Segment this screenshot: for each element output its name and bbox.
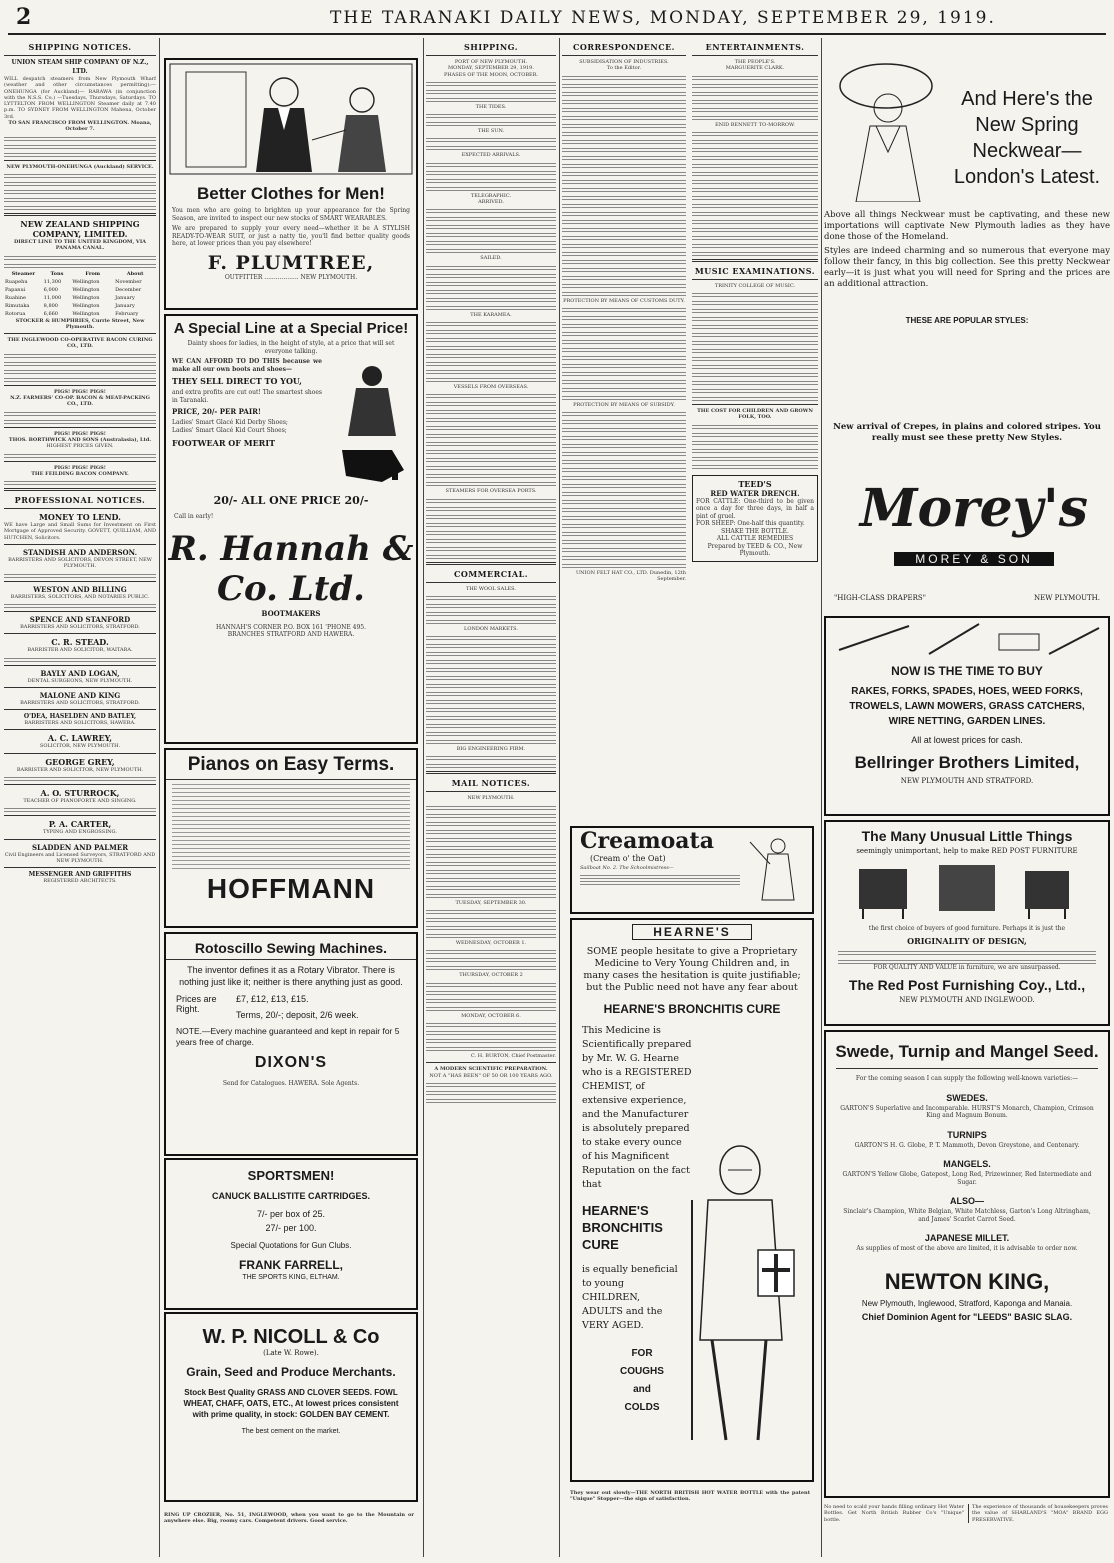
morey-location: NEW PLYMOUTH. (1034, 594, 1100, 602)
plumtree-body2: We are prepared to supply your every need—whether it be A STYLISH READY-TO-WEAR SUIT, or just a natty tie, you'll find better quality goods here, at lower prices than you pay elsewhere! (172, 225, 410, 247)
sailed-heading: SAILED. (480, 255, 502, 262)
expected-heading: EXPECTED ARRIVALS. (461, 152, 521, 159)
professional-notices-heading: PROFESSIONAL NOTICES. (14, 495, 146, 506)
pigs-heading: PIGS! PIGS! PIGS! (53, 388, 106, 395)
rotoscillo-note: NOTE.—Every machine guaranteed and kept in repair for 5 years free of charge. (176, 1026, 400, 1047)
column-shipping-professional (4, 38, 156, 1560)
table-row (4, 286, 156, 294)
music-examinations-heading: MUSIC EXAMINATIONS. (694, 265, 816, 276)
creamoata-logo: Creamoata (580, 828, 714, 854)
cell: 6,000 (43, 286, 58, 293)
garden-tools-illustration (829, 620, 1105, 660)
column-right-ads (824, 38, 1110, 1560)
hannah-extra: and extra profits are cut out! The smartest shoes in Taranaki. (172, 389, 322, 404)
cell: November (115, 278, 142, 285)
date-line: MONDAY, SEPTEMBER 29, 1919. (448, 65, 534, 72)
sportsmen-ad (164, 1158, 418, 1310)
engineering-heading: BIG ENGINEERING FIRM. (456, 746, 526, 753)
trinity-college: TRINITY COLLEGE OF MUSIC. (714, 282, 796, 289)
wool-heading: THE WOOL SALES. (465, 585, 517, 592)
teeds-heading: TEED'S (738, 478, 772, 489)
monday-heading: MONDAY, OCTOBER 6. (461, 1012, 521, 1019)
shipping-agents: STOCKER & HUMPHRIES, Currie Street, New Plymouth. (15, 317, 145, 330)
london-heading: LONDON MARKETS. (464, 625, 518, 632)
rotoscillo-heading: Rotoscillo Sewing Machines. (194, 940, 388, 956)
bellringer-address: NEW PLYMOUTH AND STRATFORD. (900, 777, 1034, 785)
hearnes-cure: HEARNE'S BRONCHITIS CURE (603, 1002, 781, 1016)
teeds-cattle: FOR CATTLE: One-third to be given once a day for three days, in half a pint of gruel. (696, 497, 814, 520)
sailings-table (4, 270, 156, 318)
hearnes-for: FOR (631, 1348, 653, 1359)
tailor-illustration (166, 60, 416, 178)
ao-sturrock: A. O. STURROCK, (40, 787, 120, 798)
peoples-heading: THE PEOPLE'S. (734, 59, 776, 65)
mangels-heading: MANGELS. (943, 1159, 991, 1169)
shipping-notices-heading: SHIPPING NOTICES. (28, 42, 132, 52)
dixons-footer: Send for Catalogues. HAWERA. Sole Agents. (222, 1080, 360, 1087)
telegraphic-heading: TELEGRAPHIC. (470, 192, 512, 199)
cell: Wellington (72, 302, 100, 309)
red-post-heading: The Many Unusual Little Things (861, 828, 1073, 844)
pianos-ad (164, 748, 418, 928)
sf-service: TO SAN FRANCISCO FROM WELLINGTON. Moana, October 7. (8, 120, 152, 133)
table-header: Steamer (11, 270, 36, 277)
millet-body: As supplies of most of the above are limited, it is advisable to order now. (856, 1245, 1078, 1252)
plumtree-body: You men who are going to brighten up your appearance for the Spring Season, are invited to inspect our new stocks of SMART WEARABLES. (172, 207, 410, 222)
protection-customs: PROTECTION BY MEANS OF CUSTOMS DUTY. (563, 297, 685, 304)
knight-illustration (678, 1140, 808, 1460)
cell: 6,660 (43, 310, 58, 317)
odea-haselden: O'DEA, HASELDEN AND BATLEY, (23, 713, 137, 721)
money-to-lend: MONEY TO LEND. (39, 512, 121, 523)
column-shipping-commercial (426, 38, 556, 1560)
turnips-body: GARTON'S H. G. Globe, P. T. Mammoth, Devon Greystone, and Centenary. (854, 1141, 1080, 1149)
nz-shipping-sub: DIRECT LINE TO THE UNITED KINGDOM, VIA PANAMA CANAL. (13, 238, 147, 252)
protection-subsidy: PROTECTION BY MEANS OF SUBSIDY. (573, 401, 675, 408)
teeds-remedies: ALL CATTLE REMEDIES (716, 535, 794, 543)
mangels-body: GARTON'S Yellow Globe, Gatepost, Long Red, Prizewinner, Red Intermediate and Sugar. (842, 1171, 1092, 1186)
nz-shipping-company: NEW ZEALAND SHIPPING COMPANY, LIMITED. (20, 218, 140, 239)
newton-king-name: NEWTON KING, (884, 1268, 1050, 1294)
union-company: UNION STEAM SHIP COMPANY OF N.Z., LTD. (11, 59, 149, 75)
steamers-heading: STEAMERS FOR OVERSEA PORTS. (445, 488, 537, 495)
onehunga-service: NEW PLYMOUTH-ONEHUNGA (Auckland) SERVICE. (6, 163, 154, 170)
rotoscillo-body: The inventor defines it as a Rotary Vibrator. There is nothing just like it; neither is there anything just as good. (179, 965, 403, 987)
hot-water-bottle-notice: They wear out slowly—THE NORTH BRITISH HOT WATER BOTTLE with the patent "Unique" Stopper—the sign of satisfaction. (570, 1490, 810, 1503)
weston-billing: WESTON AND BILLING (33, 584, 127, 594)
tides-heading: THE TIDES. (475, 103, 507, 110)
pigs-heading: PIGS! PIGS! PIGS! (53, 430, 106, 437)
gun-club-quotes: Special Quotations for Gun Clubs. (230, 1241, 352, 1250)
sun-heading: THE SUN. (477, 128, 505, 135)
rotoscillo-ad (164, 932, 418, 1156)
cr-stead-sub: BARRISTER AND SOLICITOR, WAITARA. (27, 647, 133, 654)
popular-styles: THESE ARE POPULAR STYLES: (905, 316, 1029, 325)
nicoll-body: Stock Best Quality GRASS AND CLOVER SEEDS. FOWL WHEAT, CHAFF, OATS, ETC., At lowest prices consistent with prime quality, in stock: GOLDEN BAY CEMENT. (183, 1388, 399, 1419)
cell: Wellington (72, 286, 100, 293)
cell: 8,800 (43, 302, 58, 309)
also-heading: ALSO— (949, 1196, 984, 1206)
swede-heading: Swede, Turnip and Mangel Seed. (835, 1042, 1099, 1061)
hannah-body: Dainty shoes for ladies, in the height of style, at a price that will set everyone talking. (187, 340, 395, 355)
red-post-ad (824, 820, 1110, 1026)
entertainments-heading: ENTERTAINMENTS. (705, 42, 805, 52)
cell: Rotorua (5, 310, 26, 317)
neckwear-heading: And Here's the New Spring Neckwear— London's Latest. (953, 88, 1101, 188)
inglewood-bacon: THE INGLEWOOD CO-OPERATIVE BACON CURING CO., LTD. (7, 337, 153, 350)
mail-notices-heading: MAIL NOTICES. (451, 778, 531, 789)
hannah-afford: WE CAN AFFORD TO DO THIS because we make all our own boots and shoes— (172, 358, 322, 373)
nicoll-ad (164, 1312, 418, 1502)
red-post-choice: the first choice of buyers of good furniture. Perhaps it is just the (868, 925, 1066, 932)
spence-stanford: SPENCE AND STANFORD (29, 614, 131, 624)
pianos-heading: Pianos on Easy Terms. (187, 754, 395, 775)
creamoata-ad (570, 826, 814, 914)
overseas-heading: VESSELS FROM OVERSEAS. (453, 383, 529, 390)
messenger-griffiths: MESSENGER AND GRIFFITHS (28, 871, 132, 879)
wednesday-heading: WEDNESDAY, OCTOBER 1. (455, 940, 527, 947)
also-body: Sinclair's Champion, White Belgian, White Matchless, Garton's Long Altringham, and James' Scarlet Carrot Seed. (843, 1208, 1091, 1223)
leeds-agent: Chief Dominion Agent for "LEEDS" BASIC SLAG. (861, 1311, 1073, 1322)
red-post-address: NEW PLYMOUTH AND INGLEWOOD. (899, 996, 1035, 1004)
creamoata-sub: (Cream o' the Oat) (590, 854, 666, 863)
nicoll-name: W. P. NICOLL & Co (202, 1326, 380, 1348)
table-row (4, 310, 156, 318)
teeds-ad (692, 475, 818, 562)
shipping-heading: SHIPPING. (464, 42, 518, 52)
cost-children: THE COST FOR CHILDREN AND GROWN FOLK, TOO. (697, 408, 813, 421)
furniture-illustration (829, 857, 1105, 923)
plumtree-address: OUTFITTER .................. NEW PLYMOUTH. (224, 273, 358, 281)
cell: December (115, 286, 142, 293)
sports-king: THE SPORTS KING, ELTHAM. (242, 1274, 340, 1281)
messenger-sub: REGISTERED ARCHITECTS. (43, 878, 117, 885)
hoffmann-logo: HOFFMANN (206, 873, 376, 904)
frank-farrell: FRANK FARRELL, (239, 1258, 343, 1272)
column-divider (821, 38, 822, 1557)
price-table (172, 783, 410, 869)
feilding-bacon: THE FEILDING BACON COMPANY. (31, 470, 129, 477)
marguerite-clark: MARGUERITE CLARK. (725, 65, 785, 72)
column-advertisements (164, 38, 420, 1560)
table-row (4, 294, 156, 302)
red-post-sub: seemingly unimportant, help to make RED POST FURNITURE (856, 847, 1078, 855)
spence-sub: BARRISTERS AND SOLICITORS, STRATFORD. (20, 623, 140, 630)
teeds-shake: SHAKE THE BOTTLE. (721, 527, 789, 535)
hearnes-big-name: HEARNE'S BRONCHITIS CURE (582, 1203, 663, 1252)
tools-list: RAKES, FORKS, SPADES, HOES, WEED FORKS, TROWELS, LAWN MOWERS, GRASS CATCHERS, WIRE NETTING, GARDEN LINES. (849, 686, 1085, 727)
bayly-logan: BAYLY AND LOGAN, (40, 668, 120, 678)
bellringer-name: Bellringer Brothers Limited, (854, 753, 1080, 772)
column-divider (559, 38, 560, 1557)
bayly-sub: DENTAL SURGEONS, NEW PLYMOUTH. (27, 677, 133, 684)
cell: Ruapehu (5, 278, 28, 285)
burton-signature: C. H. BURTON, Chief Postmaster. (470, 1052, 556, 1059)
cell: January (115, 302, 135, 309)
pa-carter: P. A. CARTER, (48, 819, 112, 830)
plumtree-heading: Better Clothes for Men! (197, 184, 385, 203)
plumtree-name: F. PLUMTREE, (207, 251, 375, 274)
commercial-heading: COMMERCIAL. (453, 568, 529, 579)
hearnes-colds: COLDS (624, 1402, 660, 1413)
hannah-ad (164, 314, 418, 744)
weston-sub: BARRISTERS, SOLICITORS, AND NOTARIES PUBLIC. (10, 593, 150, 600)
dixons-logo: DIXON'S (254, 1054, 328, 1071)
hannah-branches: BRANCHES STRATFORD AND HAWERA. (227, 631, 355, 638)
union-body: WILL despatch steamers from New Plymouth Wharf (weather and other circumstances permitting):— ONEHUNGA (for Auckland)— RARAWA (in conjunction with the N.S.S. Co.) —Tuesdays, Thursdays, Saturdays. TO LYTTELTON FROM WELLINGTON Steamer daily at 7.40 p.m. TO SYDNEY FROM WELLINGTON Mahena, October 3rd. (4, 76, 156, 120)
odea-sub: BARRISTERS AND SOLICITORS, HAWERA. (24, 720, 136, 727)
originality: ORIGINALITY OF DESIGN, (907, 935, 1027, 946)
neckwear-ad (824, 52, 1110, 346)
table-row (4, 302, 156, 310)
seeds-intro: For the coming season I can supply the following well-known varieties:— (855, 1075, 1079, 1082)
hannah-direct: THEY SELL DIRECT TO YOU, (172, 376, 302, 386)
masthead-rule (8, 33, 1106, 35)
red-post-name: The Red Post Furnishing Coy., Ltd., (848, 977, 1086, 993)
hannah-one-price: 20/- ALL ONE PRICE 20/- (213, 494, 369, 507)
sladden-palmer: SLADDEN AND PALMER (31, 842, 129, 852)
hannah-heading: A Special Line at a Special Price! (173, 320, 409, 337)
newton-king-ad (824, 1030, 1110, 1498)
cell: Papanui (5, 286, 26, 293)
felt-hat-signature: UNION FELT HAT CO., LTD. Dunedin, 12th September. (575, 570, 686, 583)
moon-heading: PHASES OF THE MOON, OCTOBER. (443, 71, 539, 78)
column-correspondence-entertainment (562, 38, 818, 1560)
cr-stead: C. R. STEAD. (51, 637, 109, 648)
cell: Ruahine (5, 294, 26, 301)
sharland-notice: The experience of thousands of housekeepers proves the value of SHARLAND'S "MOA" BRAND EGG PRESERVATIVE. (972, 1504, 1108, 1523)
arrived-heading: ARRIVED. (478, 199, 504, 206)
grey-sub: BARRISTER AND SOLICITOR, NEW PLYMOUTH. (16, 766, 144, 773)
sladden-sub: Civil Engineers and Licensed Surveyors, STRATFORD AND NEW PLYMOUTH. (4, 851, 156, 864)
plumtree-ad (164, 58, 418, 310)
hannah-bootmakers: BOOTMAKERS (261, 608, 321, 618)
hannah-call: Call in early! (174, 513, 214, 520)
subsidisation-heading: SUBSIDISATION OF INDUSTRIES. (579, 59, 669, 65)
turnips-heading: TURNIPS (947, 1129, 987, 1140)
pigs-heading: PIGS! PIGS! PIGS! (53, 464, 106, 471)
crozier-ad: RING UP CROZIER, No. 51, INGLEWOOD, when you want to go to the Mountain or anywhere else. Big, roomy cars. Competent drivers. Good service. (164, 1512, 414, 1525)
modern-sub: NOT A "HAS BEEN" OF 50 OR 100 YEARS AGO. (429, 1072, 553, 1079)
hearnes-body: SOME people hesitate to give a Proprietary Medicine to Very Young Children and, in many cases the hesitation is quite justifiable; but the Public need not have any fear about (583, 946, 801, 993)
hearnes-logo: HEARNE'S (632, 924, 752, 940)
nicoll-late: (Late W. Rowe). (263, 1349, 319, 1357)
cell: January (115, 294, 135, 301)
morey-son-bar: MOREY & SON (894, 552, 1054, 566)
moreys-logo: Morey's (859, 478, 1089, 539)
teeds-drench: RED WATER DRENCH. (710, 488, 800, 498)
hannah-merit: FOOTWEAR OF MERIT (172, 438, 276, 448)
high-class-drapers: "HIGH-CLASS DRAPERS" (834, 594, 926, 602)
malone-king: MALONE AND KING (39, 690, 121, 700)
cell: Rimutaka (5, 302, 30, 309)
newton-king-towns: New Plymouth, Inglewood, Stratford, Kaponga and Manaia. (861, 1298, 1073, 1308)
hannah-line2: Ladies' Smart Glacé Kid Court Shoes; (172, 426, 287, 434)
table-row (4, 278, 156, 286)
hearnes-body2: This Medicine is Scientifically prepared by Mr. W. G. Hearne who is a REGISTERED CHEMIST, of extensive experience, and the Manufacturer is absolutely prepared to stake every ounce of his Magnificent Reputation on the fact that (582, 1025, 692, 1190)
scald-hands-notice: No need to scald your hands filling ordinary Hot Water Bottles. Get North British Rubber Co's "Unique" bottle. (824, 1504, 969, 1523)
hearnes-and: and (633, 1384, 651, 1395)
millet-heading: JAPANESE MILLET. (924, 1233, 1010, 1243)
rotoscillo-prices: £7, £12, £13, £15. (236, 994, 309, 1004)
swedes-heading: SWEDES. (946, 1092, 988, 1103)
neckwear-body: Above all things Neckwear must be captivating, and these new importations will captivate New Plymouth ladies as they have done those of the Homeland. (824, 210, 1110, 242)
ac-lawrey: A. C. LAWREY, (47, 733, 113, 744)
red-post-quality: FOR QUALITY AND VALUE in furniture, we are unsurpassed. (873, 963, 1061, 971)
page-number: 2 (16, 4, 32, 30)
hannah-price: PRICE, 20/- PER PAIR! (172, 407, 261, 416)
standish-sub: BARRISTERS AND SOLICITORS, DEVON STREET, NEW PLYMOUTH. (8, 557, 152, 570)
hearnes-ad (570, 918, 814, 1482)
hannah-corner: HANNAH'S CORNER P.O. BOX 161 'PHONE 495. (215, 623, 367, 631)
hannah-line1: Ladies' Smart Glacé Kid Derby Shoes; (172, 419, 288, 426)
lady-shoe-illustration (322, 358, 414, 488)
modern-heading: A MODERN SCIENTIFIC PREPARATION. (434, 1066, 548, 1073)
lowest-prices: All at lowest prices for cash. (911, 735, 1023, 745)
cell: February (115, 310, 139, 317)
rotoscillo-terms: Terms, 20/-; deposit, 2/6 week. (236, 1010, 359, 1020)
hearnes-coughs: COUGHS (620, 1366, 664, 1377)
thursday-heading: THURSDAY, OCTOBER 2 (459, 972, 523, 979)
teeds-prepared: Prepared by TEED & CO., New Plymouth. (707, 542, 803, 558)
newspaper-title: THE TARANAKI DAILY NEWS, MONDAY, SEPTEMBER 29, 1919. (330, 8, 996, 28)
column-divider (423, 38, 424, 1557)
standish-anderson: STANDISH AND ANDERSON. (22, 548, 138, 558)
money-body: WE have Large and Small Sums for Investment on First Mortgage of Approved Security. GOVETT, QUILLIAM, AND HUTCHEN, Solicitors. (4, 522, 156, 541)
port-heading: PORT OF NEW PLYMOUTH. (454, 59, 528, 65)
cell: 11,300 (43, 278, 62, 285)
enid-bennett: ENID BENNETT TO-MORROW. (715, 121, 795, 128)
to-the-editor: To the Editor. (606, 65, 642, 72)
teeds-sheep: FOR SHEEP: One-half this quantity. (696, 520, 805, 528)
cell: 11,000 (43, 294, 62, 301)
nicoll-merchants: Grain, Seed and Produce Merchants. (186, 1365, 396, 1379)
sportsmen-heading: SPORTSMEN! (247, 1168, 335, 1183)
cell: Wellington (72, 278, 100, 285)
borthwick: THOS. BORTHWICK AND SONS (Australasia), Ltd. (8, 436, 152, 443)
new-plymouth-heading: NEW PLYMOUTH. (467, 795, 515, 802)
table-header: From (85, 270, 101, 277)
table-header: Tons (50, 270, 64, 277)
correspondence-heading: CORRESPONDENCE. (573, 42, 675, 52)
schoolmistress-illustration (746, 834, 806, 904)
table-header: About (126, 270, 144, 277)
nicoll-best-cement: The best cement on the market. (241, 1428, 341, 1435)
bellringer-ad (824, 616, 1110, 816)
malone-sub: BARRISTERS AND SOLICITORS, STRATFORD. (20, 699, 140, 706)
sturrock-sub: TEACHER OF PIANOFORTE AND SINGING. (23, 797, 137, 804)
carter-sub: TYPING AND ENGROSSING. (43, 829, 117, 836)
tuesday-heading: TUESDAY, SEPTEMBER 30. (455, 899, 527, 906)
cell: Wellington (72, 294, 100, 301)
cartridges-line: CANUCK BALLISTITE CARTRIDGES. (212, 1191, 370, 1201)
now-is-time: NOW IS THE TIME TO BUY (891, 664, 1043, 678)
cell: Wellington (72, 310, 100, 317)
nz-farmers-bacon: N.Z. FARMERS' CO-OP. BACON & MEAT-PACKING CO., LTD. (10, 395, 150, 408)
crepes-notice: New arrival of Crepes, in plains and colored stripes. You really must see these pretty New Styles. (833, 422, 1101, 443)
hannah-logo: R. Hannah & Co. Ltd. (168, 528, 414, 609)
borthwick-sub: HIGHEST PRICES GIVEN. (46, 443, 114, 450)
creamoata-saying: Sailboat No. 2. The Schoolmistress— (580, 865, 674, 871)
swedes-body: GARTON'S Superlative and Incomparable. HURST'S Monarch, Champion, Crimson King and Magnum Bonum. (840, 1104, 1094, 1119)
neckwear-body2: Styles are indeed charming and so numerous that everyone may follow their fancy, in this big collection. See this pretty Neckwear early—it is just what you will need for Spring and the prices are an additional attraction. (824, 246, 1110, 289)
george-grey: GEORGE GREY, (45, 756, 115, 767)
price-per-hundred: 27/- per 100. (265, 1223, 317, 1233)
hearnes-efficacy: is equally beneficial to young CHILDREN, ADULTS and the VERY AGED. (582, 1264, 678, 1331)
column-divider (159, 38, 160, 1557)
rotoscillo-prices-label: Prices are Right. (176, 994, 217, 1014)
karamea-heading: THE KARAMEA. (470, 311, 512, 318)
masthead (0, 0, 1114, 34)
lady-hat-illustration (830, 52, 940, 202)
price-per-box: 7/- per box of 25. (256, 1209, 326, 1219)
lawrey-sub: SOLICITOR, NEW PLYMOUTH. (39, 743, 121, 750)
